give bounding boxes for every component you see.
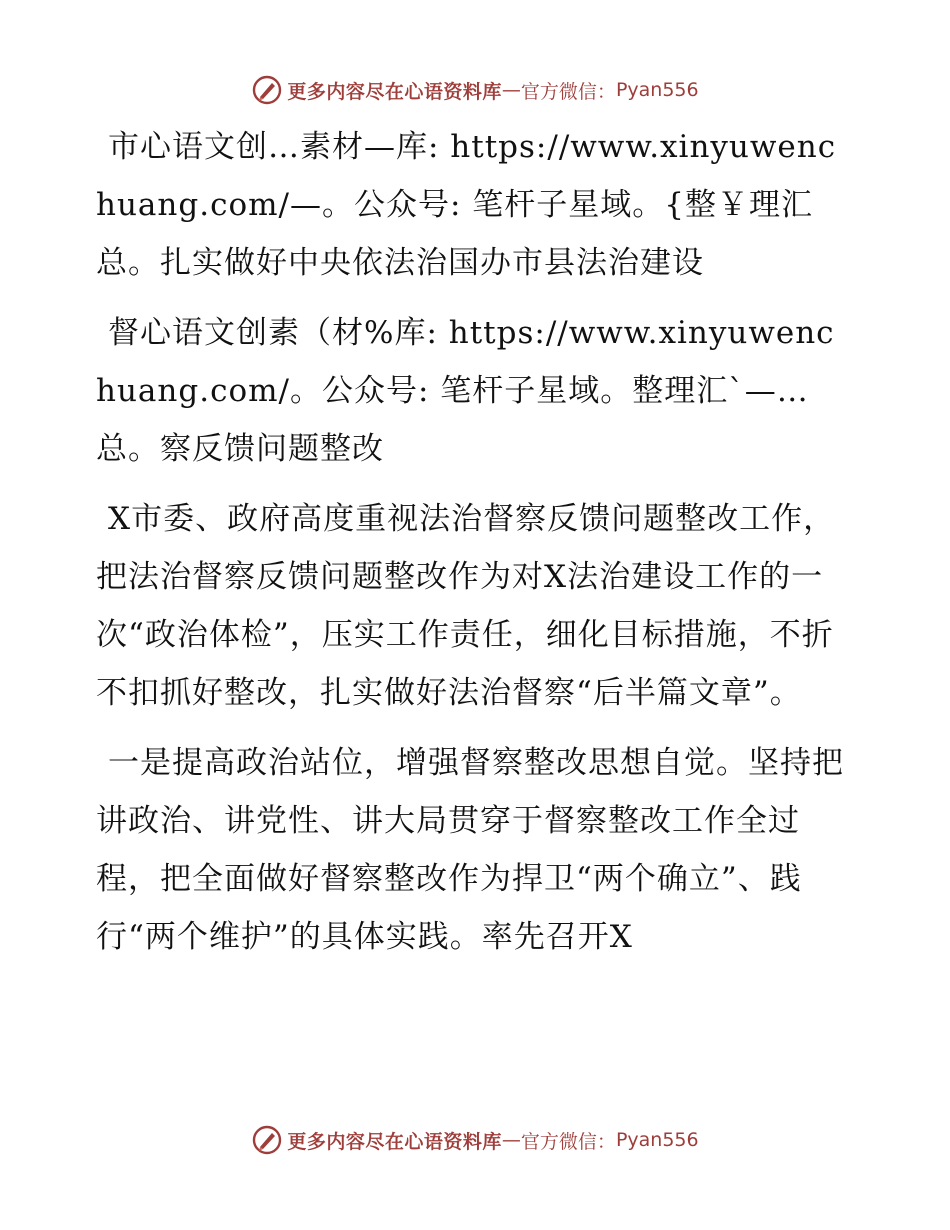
watermark-separator: — — [501, 79, 521, 101]
watermark-wechat-label: 官方微信： — [520, 80, 616, 103]
paragraph-2: 督心语文创素（材%库: https://www.xinyuwenchuang.com/。公众号: 笔杆子星域。整理汇`—…总。察反馈问题整改 — [96, 315, 835, 467]
footer-watermark — [0, 1122, 950, 1158]
document-body — [96, 118, 852, 978]
watermark-wechat-id: Pyan556 — [615, 1129, 699, 1151]
paragraph-4: 一是提高政治站位，增强督察整改思想自觉。坚持把讲政治、讲党性、讲大局贯穿于督察整改工作全过程，把全面做好督察整改作为捍卫“两个确立”、践行“两个维护”的具体实践。率先召开X — [96, 745, 844, 955]
paragraph-3: X市委、政府高度重视法治督察反馈问题整改工作，把法治督察反馈问题整改作为对X法治建设工作的一次“政治体检”，压实工作责任，细化目标措施，不折不扣抓好整改，扎实做好法治督察“后半篇文章”。 — [96, 501, 836, 711]
watermark-wechat-id: Pyan556 — [615, 79, 699, 101]
header-watermark — [0, 72, 950, 108]
pen-logo-icon — [251, 1124, 283, 1156]
paragraph-1: 市心语文创…素材—库: https://www.xinyuwenchuang.com/—。公众号: 笔杆子星域。{整￥理汇总。扎实做好中央依法治国办市县法治建设 — [96, 129, 837, 281]
watermark-separator: — — [501, 1129, 521, 1151]
watermark-wechat-label: 官方微信： — [520, 1130, 616, 1153]
pen-logo-icon — [251, 74, 283, 106]
watermark-text: 更多内容尽在心语资料库 — [287, 80, 502, 103]
watermark-text: 更多内容尽在心语资料库 — [287, 1130, 502, 1153]
